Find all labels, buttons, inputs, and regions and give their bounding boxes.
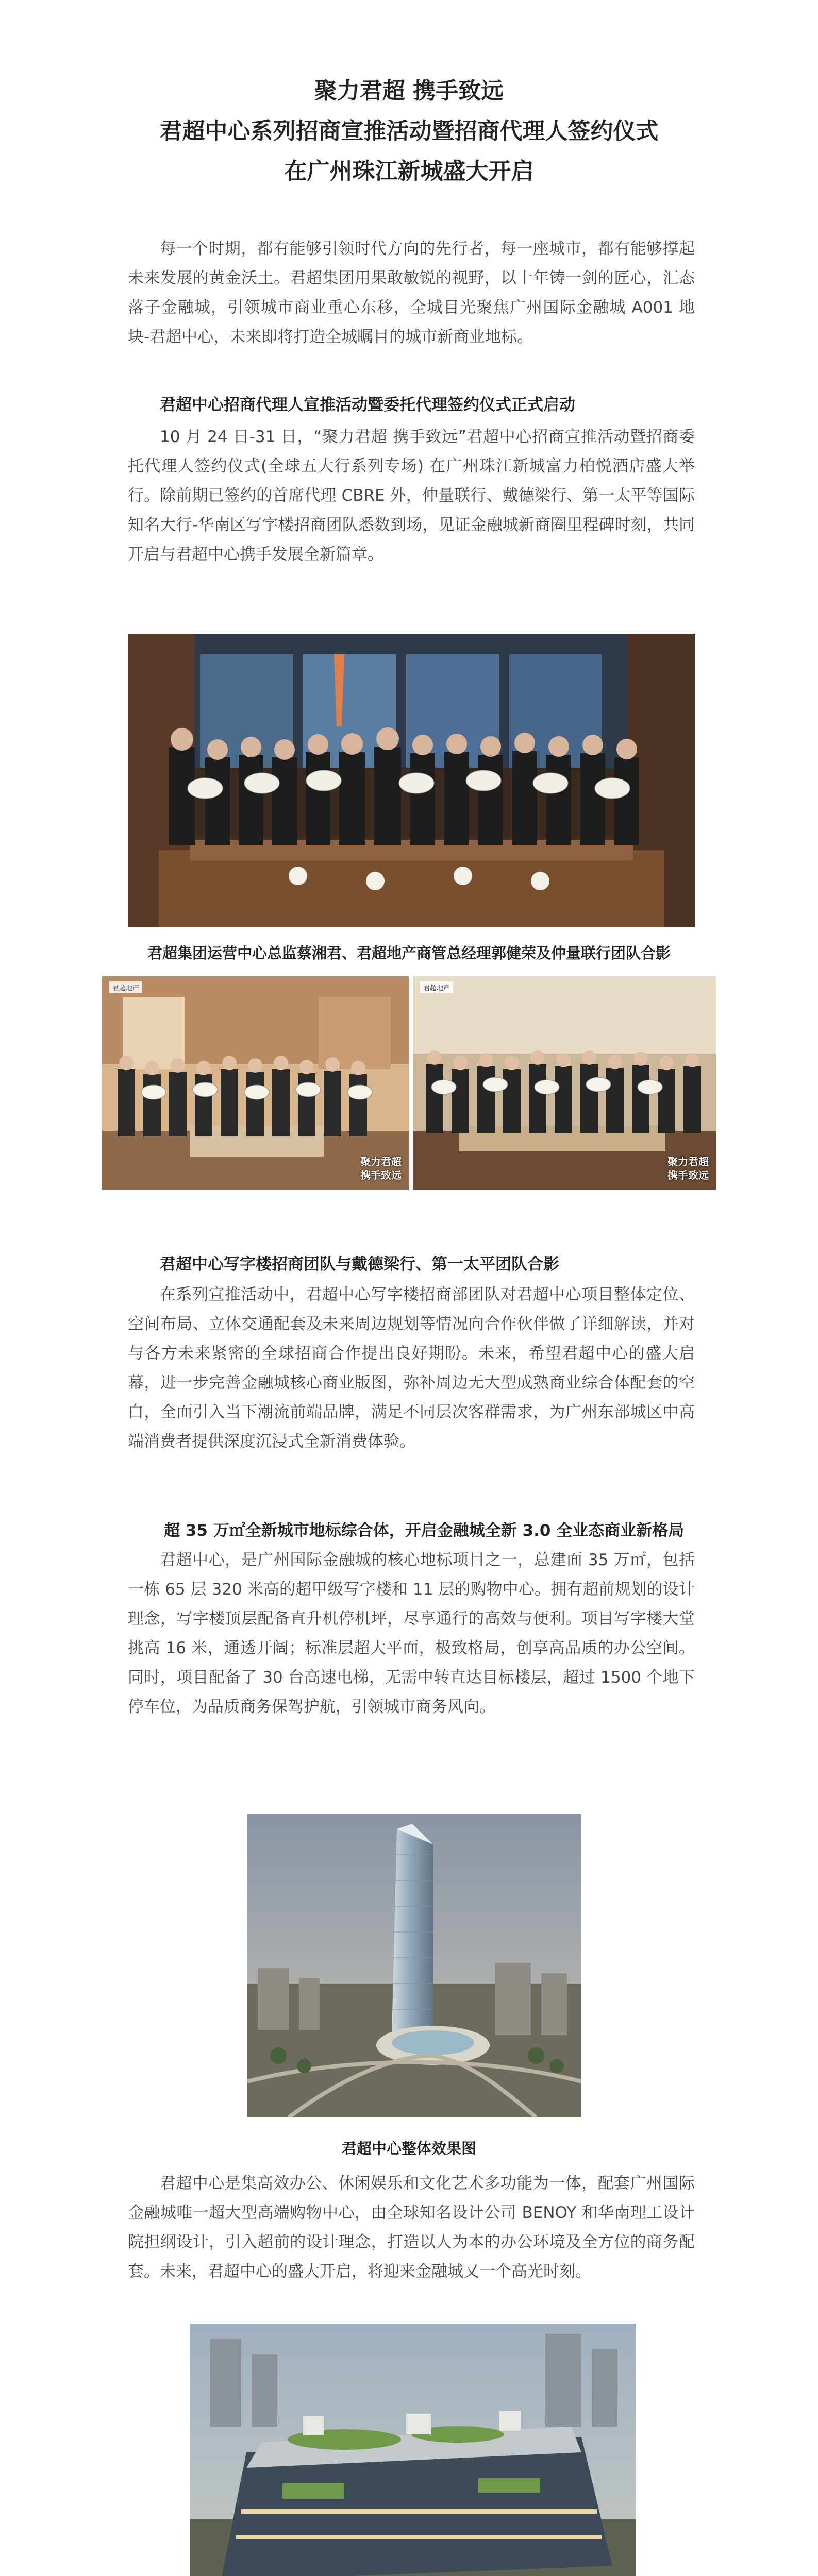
photo3-sign-line-2: 携手致远 — [667, 1169, 709, 1181]
section3-paragraph: 君超中心，是广州国际金融城的核心地标项目之一，总建面 35 万㎡，包括一栋 65 层 320 米高的超甲级写字楼和 11 层的购物中心。拥有超前规划的设计理念，写字楼顶层配备直升机停机坪，尽享通行的高效与便利。项目写字楼大堂挑高 16 米，通透开阔；标准层超大平面，极致格局，创享高品质的办公空间。同时，项目配备了 30 台高速电梯，无需中转直达目标楼层，超过 1500 个地下停车位，为品质商务保驾护航，引领城市商务风向。 — [128, 1551, 695, 1716]
section4-paragraph: 君超中心是集高效办公、休闲娱乐和文化艺术多功能为一体，配套广州国际金融城唯一超大型高端购物中心，由全球知名设计公司 BENOY 和华南理工设计院担纲设计，引入超前的设计理念，打造以人为本的办公环境及全方位的商务配套。未来，君超中心的盛大开启，将迎来金融城又一个高光时刻。 — [128, 2174, 695, 2281]
title-line-2: 君超中心系列招商宣推活动暨招商代理人签约仪式 — [159, 118, 659, 144]
group-photo-2 — [102, 976, 409, 1190]
photo3-sign — [667, 1155, 709, 1182]
mall-render-image — [190, 2324, 636, 2576]
photo1-caption: 君超集团运营中心总监蔡湘君、君超地产商管总经理郭健荣及仲量联行团队合影 — [147, 944, 671, 962]
photo2-sign-line-2: 携手致远 — [360, 1169, 402, 1181]
group-photo-3 — [413, 976, 716, 1190]
group-photo-1 — [128, 634, 695, 927]
photo3-sign-line-1: 聚力君超 — [667, 1156, 709, 1168]
photo2-sign — [360, 1155, 402, 1182]
section1-paragraph: 10 月 24 日-31 日，“聚力君超 携手致远”君超中心招商宣推活动暨招商委托代理人签约仪式(全球五大行系列专场) 在广州珠江新城富力柏悦酒店盛大举行。除前期已签约的首席代理 CBRE 外，仲量联行、戴德梁行、第一太平等国际知名大行-华南区写字楼招商团队悉数到场，见证金融城新商圈里程碑时刻，共同开启与君超中心携手发展全新篇章。 — [128, 428, 695, 564]
photo3-brand-label: 君超地产 — [420, 981, 453, 993]
intro-paragraph: 每一个时期，都有能够引领时代方向的先行者，每一座城市，都有能够撑起未来发展的黄金沃土。君超集团用果敢敏锐的视野，以十年铸一剑的匠心，汇态落子金融城，引领城市商业重心东移，全城目光聚焦广州国际金融城 A001 地块-君超中心，未来即将打造全城瞩目的城市新商业地标。 — [128, 240, 695, 346]
title-line-3: 在广州珠江新城盛大开启 — [284, 158, 534, 184]
photo23-caption: 君超中心写字楼招商团队与戴德梁行、第一太平团队合影 — [160, 1255, 559, 1274]
photo2-sign-line-1: 聚力君超 — [360, 1156, 402, 1168]
title-line-1: 聚力君超 携手致远 — [314, 78, 504, 104]
section1-heading: 君超中心招商代理人宣推活动暨委托代理签约仪式正式启动 — [160, 396, 575, 414]
photo2-brand-label: 君超地产 — [109, 981, 142, 993]
render1-caption: 君超中心整体效果图 — [341, 2140, 476, 2157]
section3-heading: 超 35 万㎡全新城市地标综合体，开启金融城全新 3.0 全业态商业新格局 — [164, 1521, 685, 1540]
section2-paragraph: 在系列宣推活动中，君超中心写字楼招商部团队对君超中心项目整体定位、空间布局、立体交通配套及未来周边规划等情况向合作伙伴做了详细解读，并对与各方未来紧密的全球招商合作提出良好期盼。未来，希望君超中心的盛大启幕，进一步完善金融城核心商业版图，弥补周边无大型成熟商业综合体配套的空白，全面引入当下潮流前端品牌，满足不同层次客群需求，为广州东部城区中高端消费者提供深度沉浸式全新消费体验。 — [128, 1285, 695, 1451]
tower-render-image — [247, 1814, 581, 2117]
